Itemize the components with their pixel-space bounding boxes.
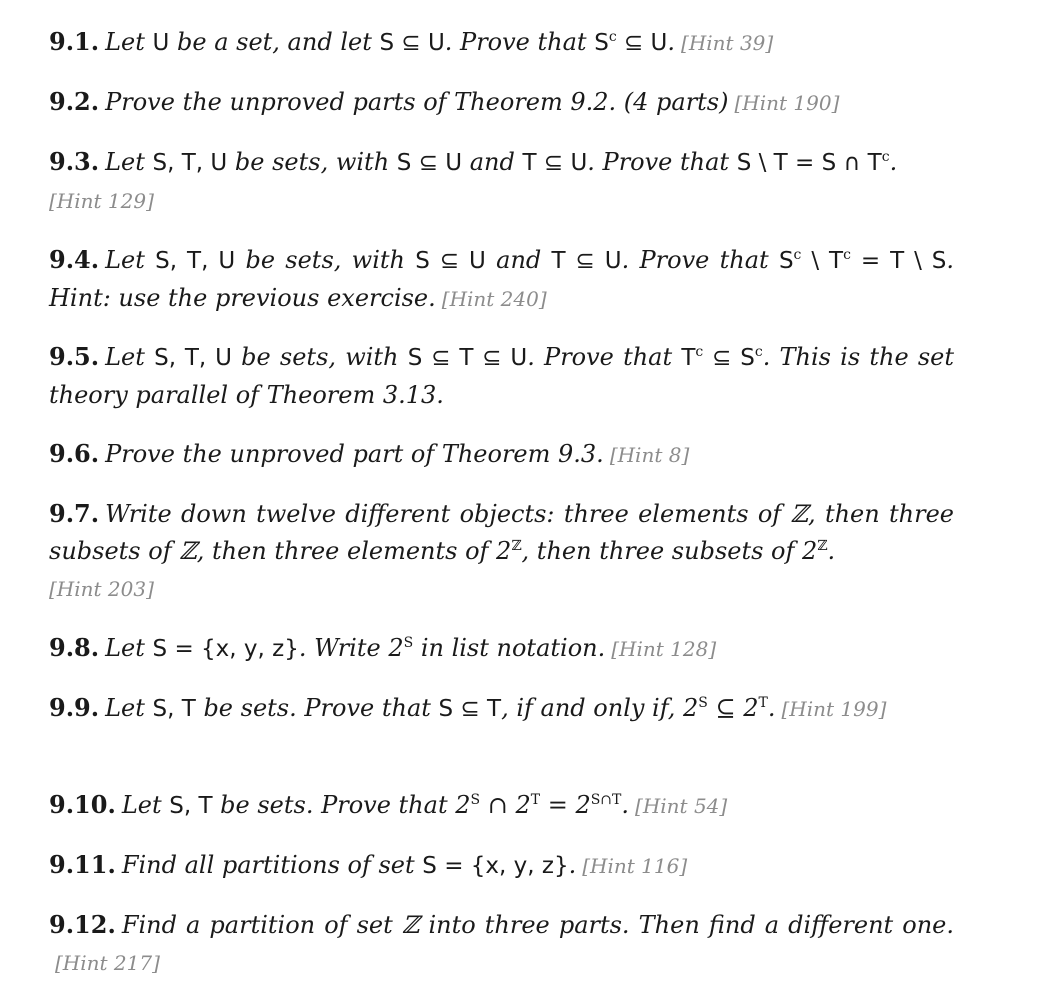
math: = T \ S <box>850 248 947 274</box>
math: S <box>594 30 609 56</box>
exercise-text: ⊆ 2 <box>707 694 759 722</box>
exercise-text: Let <box>105 343 155 371</box>
superscript: S <box>403 635 414 651</box>
exercise-text: be sets, with <box>235 246 416 274</box>
exercise-text: . Hint: use the previous exercise. <box>49 246 955 312</box>
exercise-text: Let <box>121 791 170 819</box>
hint-link[interactable]: [Hint 128] <box>611 637 717 661</box>
exercise-9-3 <box>49 143 954 220</box>
math: S, T, U <box>152 150 228 176</box>
exercise-9-8 <box>49 629 954 668</box>
math: T <box>681 345 696 371</box>
math: S = {x, y, z} <box>152 636 299 662</box>
exercise-number: 9.3. <box>49 147 100 176</box>
exercise-text: ∩ 2 <box>480 791 531 819</box>
hint-link[interactable]: [Hint 217] <box>55 951 160 975</box>
exercise-text: Write down twelve different objects: three elements of ℤ, then three subsets of ℤ, then three elements of 2 <box>49 500 954 565</box>
math: T ⊆ U <box>522 150 588 176</box>
hint-link[interactable]: [Hint 203] <box>49 577 154 601</box>
math: \ T <box>801 248 844 274</box>
math: ⊆ U <box>616 30 668 56</box>
exercise-text: Prove the unproved part of Theorem 9.3. <box>105 440 604 468</box>
superscript: c <box>754 344 763 360</box>
math: ⊆ S <box>703 345 755 371</box>
math: S, T <box>152 696 196 722</box>
exercise-9-10 <box>49 786 954 825</box>
exercise-text: be sets. Prove that <box>195 694 439 722</box>
exercise-text: be sets, with <box>231 343 408 371</box>
superscript: S <box>470 792 481 808</box>
exercise-text: in list notation. <box>413 634 606 662</box>
hint-link[interactable]: [Hint 54] <box>635 794 728 818</box>
exercise-text: Let <box>105 246 156 274</box>
superscript: c <box>843 247 851 263</box>
superscript: c <box>793 247 802 263</box>
superscript: T <box>758 695 768 711</box>
exercise-number: 9.6. <box>49 439 100 468</box>
exercise-text: . Write 2 <box>298 634 404 662</box>
exercise-9-7 <box>49 495 954 608</box>
exercise-number: 9.12. <box>49 910 116 939</box>
exercise-text: and <box>485 246 552 274</box>
math: S ⊆ T <box>438 696 502 722</box>
exercise-9-1 <box>49 23 954 62</box>
exercise-number: 9.7. <box>49 499 100 528</box>
exercise-number: 9.1. <box>49 27 100 56</box>
exercise-9-2 <box>49 83 954 122</box>
superscript: S <box>698 695 708 711</box>
superscript: S∩T <box>590 792 622 808</box>
exercise-text: , if and only if, 2 <box>501 694 699 722</box>
exercise-text: and <box>462 148 523 176</box>
hint-link[interactable]: [Hint 240] <box>441 287 547 311</box>
exercise-text: be sets. Prove that 2 <box>212 791 471 819</box>
hint-link[interactable]: [Hint 116] <box>582 854 688 878</box>
exercise-text: Let <box>105 28 153 56</box>
exercise-9-5 <box>49 338 954 414</box>
superscript: c <box>881 149 890 165</box>
exercise-number: 9.2. <box>49 87 100 116</box>
exercise-text: be sets, with <box>227 148 397 176</box>
exercise-number: 9.11. <box>49 850 116 879</box>
math: S <box>778 248 794 274</box>
hint-link[interactable]: [Hint 8] <box>609 443 690 467</box>
math: S ⊆ U <box>379 30 445 56</box>
math: S ⊆ U <box>396 150 463 176</box>
superscript: T <box>530 792 541 808</box>
exercise-text: . <box>827 537 836 565</box>
exercise-number: 9.8. <box>49 633 100 662</box>
hint-link[interactable]: [Hint 199] <box>781 697 887 721</box>
hint-link[interactable]: [Hint 190] <box>734 91 840 115</box>
exercise-text: . Prove that <box>621 246 779 274</box>
exercise-9-4 <box>49 241 954 318</box>
exercise-text: be a set, and let <box>169 28 380 56</box>
math: S \ T = S ∩ T <box>736 150 882 176</box>
exercise-text: Let <box>105 148 153 176</box>
math: S ⊆ U <box>415 248 486 274</box>
math: S ⊆ T ⊆ U <box>407 345 528 371</box>
exercise-text: Let <box>105 694 153 722</box>
exercise-number: 9.10. <box>49 790 116 819</box>
hint-link[interactable]: [Hint 129] <box>49 189 154 213</box>
math: T ⊆ U <box>551 248 622 274</box>
exercise-text: . <box>667 28 676 56</box>
exercise-text: . Prove that <box>444 28 595 56</box>
exercise-text: Find a partition of set ℤ into three parts. Then find a different one. <box>121 911 954 939</box>
math: S = {x, y, z} <box>422 853 569 879</box>
superscript: c <box>695 344 704 360</box>
exercise-9-11 <box>49 846 954 885</box>
math: S, T, U <box>155 248 236 274</box>
hint-link[interactable]: [Hint 39] <box>681 31 774 55</box>
math: S, T <box>169 793 213 819</box>
exercise-text: . This is the set theory parallel of Theorem 3.13. <box>49 343 955 409</box>
exercise-text: . <box>767 694 776 722</box>
exercise-9-9 <box>49 689 954 728</box>
exercise-text: Prove the unproved parts of Theorem 9.2. (4 parts) <box>105 88 729 116</box>
exercise-number: 9.9. <box>49 693 100 722</box>
exercise-text: . <box>889 148 898 176</box>
superscript: c <box>608 29 617 45</box>
exercise-number: 9.4. <box>49 245 100 274</box>
exercise-text: . <box>621 791 630 819</box>
math: U <box>152 30 170 56</box>
superscript: ℤ <box>511 538 522 554</box>
exercise-text: = 2 <box>540 791 591 819</box>
exercise-text: Let <box>105 634 153 662</box>
exercise-text: . <box>568 851 577 879</box>
exercise-text: . Prove that <box>527 343 682 371</box>
exercise-text: Find all partitions of set <box>121 851 423 879</box>
exercise-text: . Prove that <box>587 148 737 176</box>
exercise-number: 9.5. <box>49 342 100 371</box>
exercise-9-12 <box>49 906 954 982</box>
superscript: ℤ <box>817 538 828 554</box>
exercise-9-6 <box>49 435 954 474</box>
math: S, T, U <box>154 345 232 371</box>
exercise-text: , then three subsets of 2 <box>521 537 818 565</box>
